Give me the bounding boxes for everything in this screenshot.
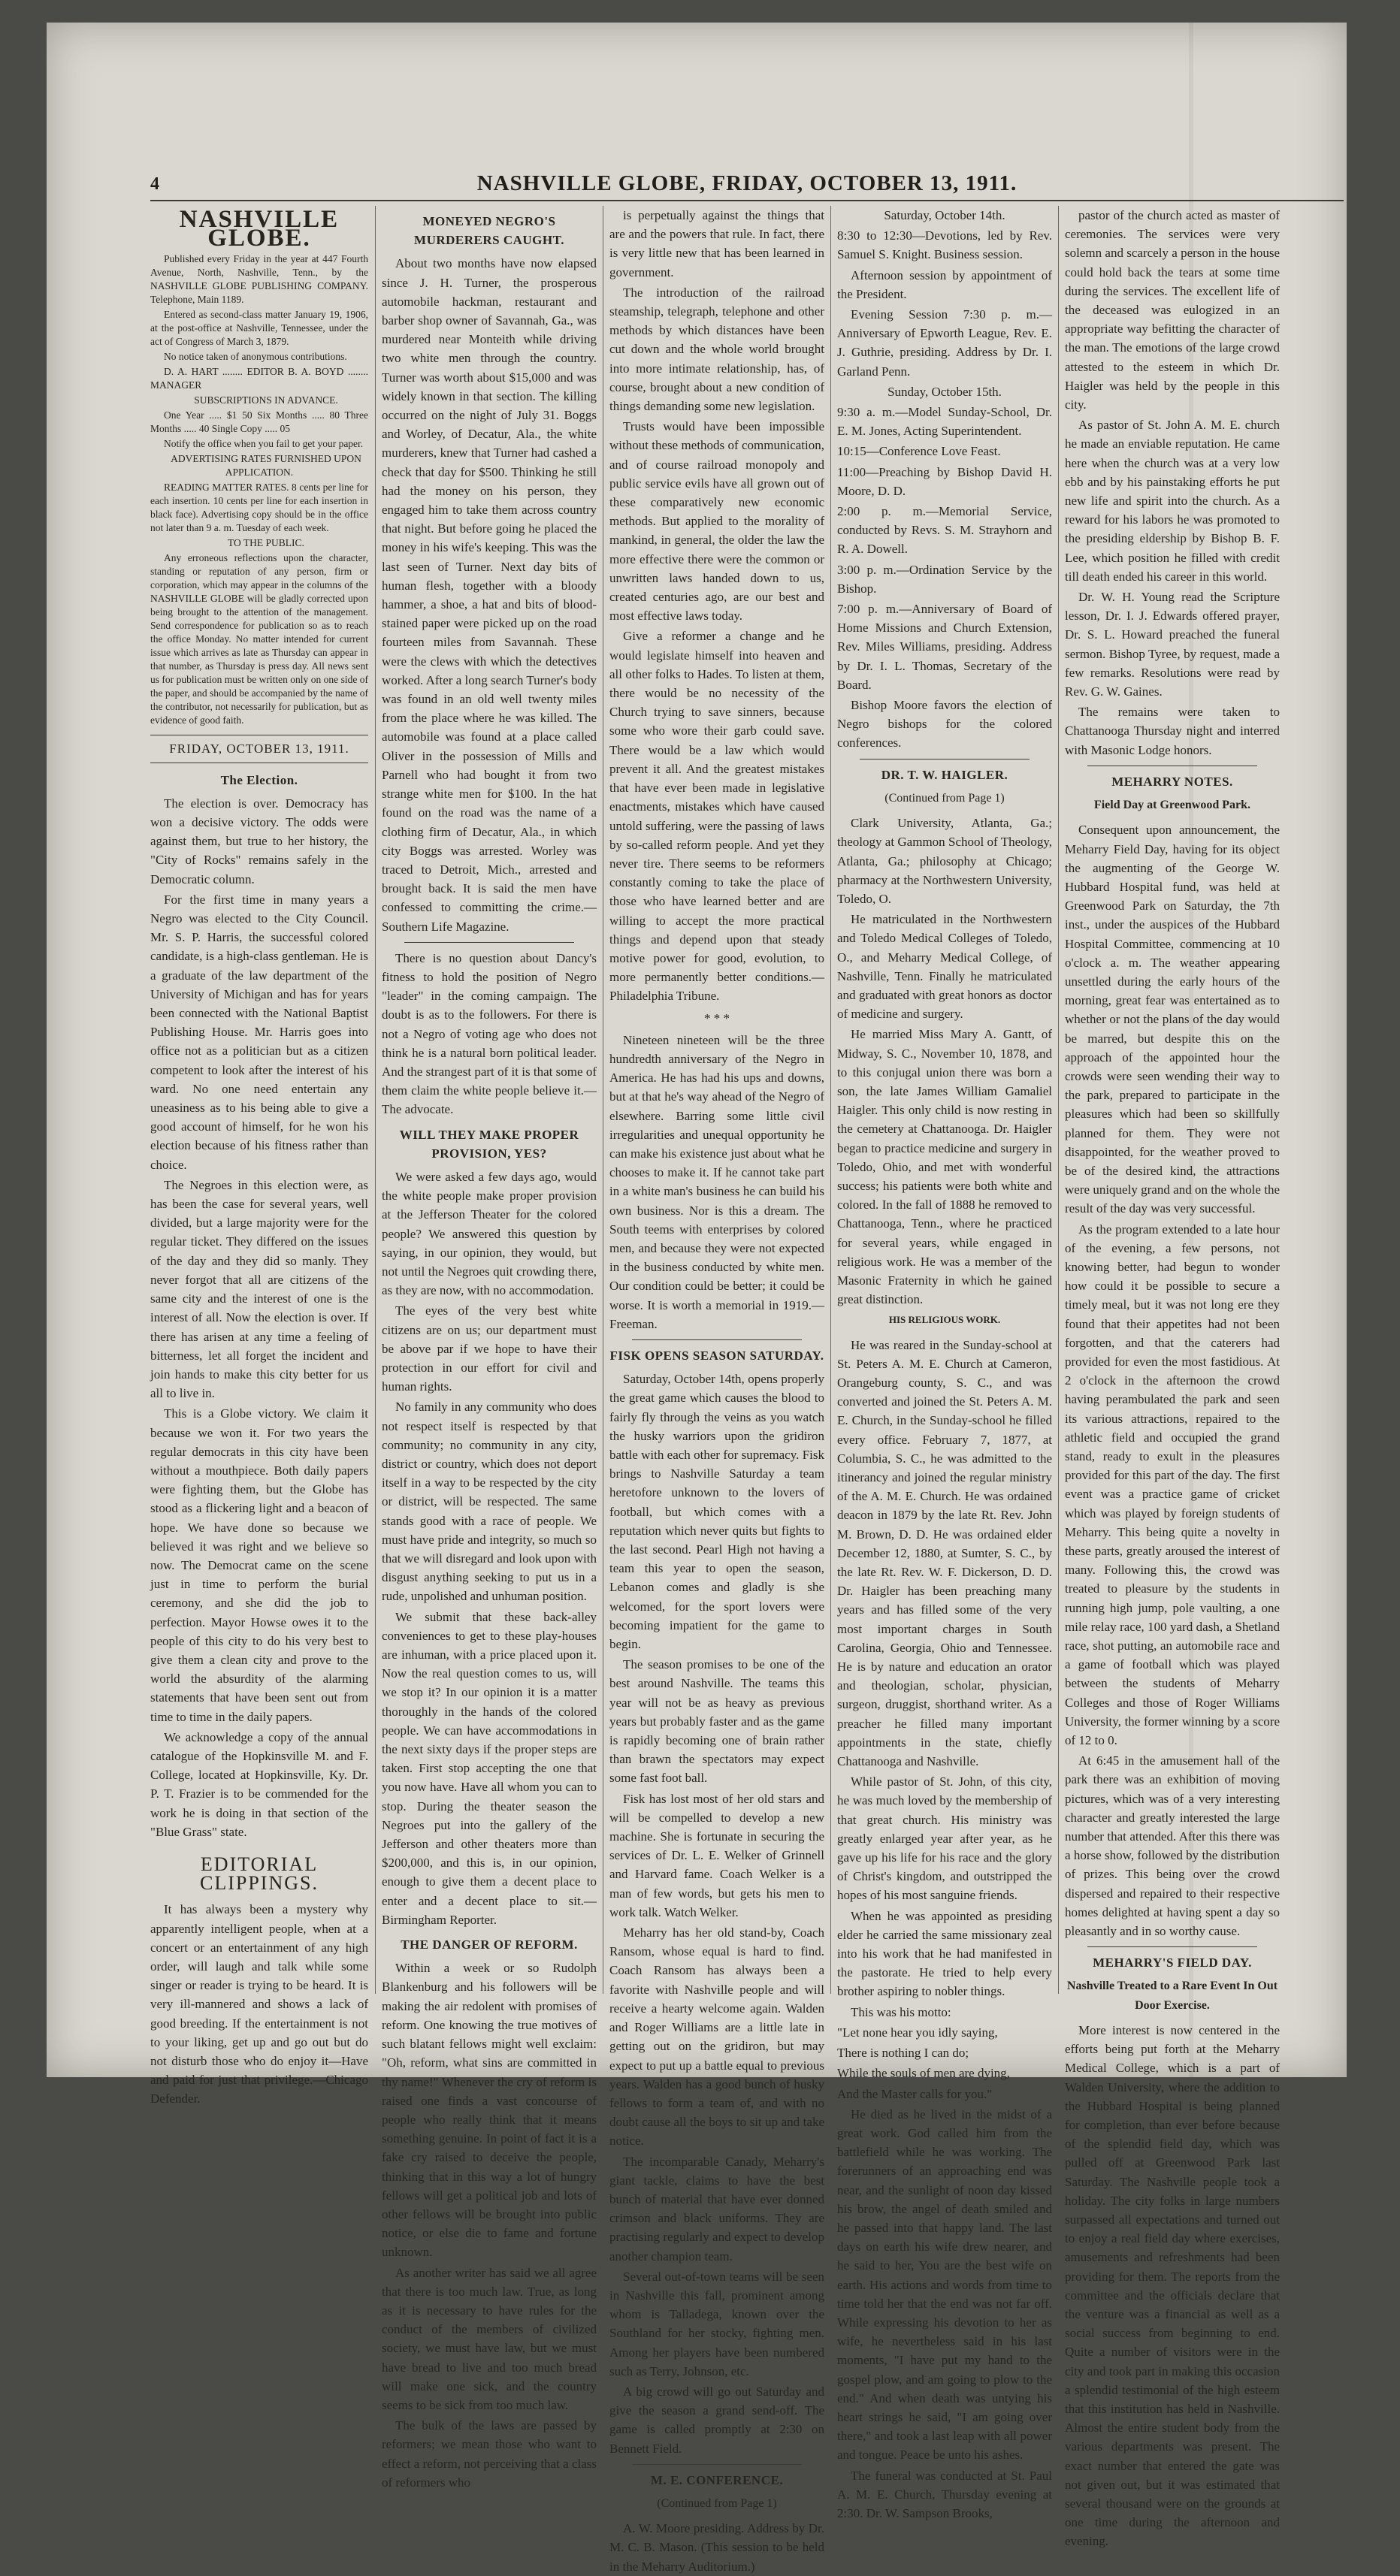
program-line: Saturday, October 14th. bbox=[884, 208, 1005, 222]
program-line: Sunday, October 15th. bbox=[887, 384, 1002, 399]
program-line: Evening Session 7:30 p. m.—Anniversary of Epworth League, Rev. E. J. Guthrie, presiding. Address by Dr. I. Garland Penn. bbox=[837, 307, 1052, 379]
paragraph: We acknowledge a copy of the annual catalogue of the Hopkinsville M. and F. College, located at Hopkinsville, Ky. Dr. P. T. Frazier is to be commended for the work he is doing in that section of the "Blue Grass" state. bbox=[150, 1729, 368, 1839]
paragraph: It has always been a mystery why apparently intelligent people, when at a concert or an entertainment of any high order, will laugh and talk while some singer or reader is trying to be heard. It is very ill-mannered and shows a lack of good breeding. If the entertainment is not to your liking, get up and go out but do not disturb those who do enjoy it—Have and paid for just that privilege.—Chicago Defender. bbox=[150, 1902, 368, 2106]
program-line: 3:00 p. m.—Ordination Service by the Bishop. bbox=[837, 562, 1052, 596]
article-title: WILL THEY MAKE PROPER PROVISION, YES? bbox=[399, 1127, 579, 1161]
anonymous-notice: No notice taken of anonymous contributions. bbox=[164, 351, 347, 363]
paragraph: There is no question about Dancy's fitness to hold the position of Negro "leader" in the coming campaign. The doubt is as to the followers. For there is not a Negro of voting age who does not think he is a natural born political leader. And the strangest part of it is that some of them claim the white people believe it.—The advocate. bbox=[382, 950, 597, 1117]
paragraph: The season promises to be one of the best around Nashville. The teams this year will not be as heavy as previous years but probably faster and as the game is rapidly becoming one of brain rather than brawn the spectators may expect some fast foot ball. bbox=[609, 1657, 824, 1786]
divider bbox=[632, 1339, 802, 1340]
paragraph: Consequent upon announcement, the Meharry Field Day, having for its object the augmenting of the George W. Hubbard Hospital fund, was held at Greenwood Park on Saturday, the 7th inst., under the auspices of the Hubbard Hospital Committee, commencing at 10 o'clock a. m. The weather appearing unsettled during the early hours of the morning, great fear was entertained as to whether or not the plans of the day would be marred, but despite this on the approach of the appointed hour the crowds were seen wending their way to the park, prepared to participate in the pleasures which had been so skillfully planned for them. They were not disappointed, for the weather proved to be of the desired kind, the attractions were uniquely grand and on the whole the result of the day was very successful. bbox=[1065, 823, 1280, 1216]
paragraph: Bishop Moore favors the election of Negro bishops for the colored conferences. bbox=[837, 698, 1052, 750]
paragraph: No family in any community who does not respect itself is respected by that community; no community in any city, district or country, which does not deport itself in a way to be respected by the city or district, will be respected. The same stands good with a race of people. We must have pride and integrity, so much so that we will disregard and look upon with disgust anything seeking to put us in a rude, unpolished and unhuman position. bbox=[382, 1400, 597, 1604]
masthead-title: NASHVILLE GLOBE, FRIDAY, OCTOBER 13, 1911. bbox=[476, 171, 1017, 195]
section-stars: * * * bbox=[704, 1010, 730, 1025]
page-number: 4 bbox=[150, 174, 159, 194]
program-line: 9:30 a. m.—Model Sunday-School, Dr. E. M. Jones, Acting Superintendent. bbox=[837, 405, 1052, 439]
paragraph: The eyes of the very best white citizens are on us; our department must be above par if we hope to have their protection in our effort for civil and human rights. bbox=[382, 1303, 597, 1394]
continued-note: (Continued from Page 1) bbox=[657, 2496, 777, 2510]
paragraph: Saturday, October 14th, opens properly the great game which causes the blood to fairly fly through the veins as you watch the husky warriors upon the gridiron battle with each other for supremacy. Fisk brings to Nashville Saturday a team heretofore unknown to the lovers of football, but which comes with a reputation which never quits but fights to the last second. Pearl High not having a team this year to open the season, Lebanon comes and gladly is she welcomed, for the sport lovers were becoming impatient for the game to begin. bbox=[609, 1372, 824, 1652]
paragraph: Dr. W. H. Young read the Scripture lesson, Dr. I. J. Edwards offered prayer, Dr. S. L. Howard preached the funeral sermon. Bishop Tyree, by request, made a few remarks. Resolutions were read by Rev. G. W. Gaines. bbox=[1065, 590, 1280, 699]
program-line: 7:00 p. m.—Anniversary of Board of Home Missions and Church Extension, Rev. Miles Williams, presiding. Address by Dr. I. L. Thomas, Secretary of the Board. bbox=[837, 602, 1052, 692]
entered-notice: Entered as second-class matter January 19, 1906, at the post-office at Nashville, Tennessee, under the act of Congress of March 3, 1879. bbox=[150, 309, 368, 348]
issue-date: FRIDAY, OCTOBER 13, 1911. bbox=[150, 735, 368, 763]
article-title: DR. T. W. HAIGLER. bbox=[881, 767, 1008, 782]
paragraph: Within a week or so Rudolph Blankenburg and his followers will be making the air redolent with promises of reform. One knowing the true motives of such blatant fellows might well exclaim: "Oh, reform, what sins are committed in thy name!" Whenever the cry of reform is raised one finds a vast concourse of people who really think that it means something genuine. In point of fact it is a fake cry raised to deceive the people, thinking that in this way a lot of hungry fellows will get a political job and lots of other fellows will be brought into public notice, or else die to fame and fortune unknown. bbox=[382, 1961, 597, 2260]
paragraph: More interest is now centered in the efforts being put forth at the Meharry Medical College, which is a part of Walden University, where the addition to the Hubbard Hospital is being planned for completion, than ever before because of the splendid field day, which was pulled off at Greenwood Park last Saturday. The Nashville people took a holiday. The city folks in large numbers surpassed all expectations and turned out to enjoy a real field day where exercises, amusements and refreshments had been providing for them. The reports from the committee and the officials declare that the venture was a financial as well as a social success from beginning to end. Quite a number of visitors were in the city and took part in making this occasion a splendid testimonial of the high esteem that this institution has held in Nashville. Almost the entire student body from the various departments was present. The exact number that entered the gate was not given out, but it was estimated that several thousand were on the grounds at one time during the afternoon and evening. bbox=[1065, 2022, 1280, 2549]
newspaper-page bbox=[47, 23, 1347, 2574]
paragraph: A. W. Moore presiding. Address by Dr. M. C. B. Mason. (This session to be held in the Meharry Auditorium.) bbox=[609, 2521, 824, 2574]
column-1 bbox=[150, 206, 368, 2106]
paragraph: For the first time in many years a Negro was elected to the City Council. Mr. S. P. Harris, the successful colored candidate, is a high-class gentleman. He is a graduate of the law department of the University of Michigan and has for years been connected with the National Baptist Publishing House. Mr. Harris goes into office not as a politician but as a citizen competent to look after the interest of his ward. No one need entertain any uneasiness as to his being able to give a good account of himself, for he won his election because of his fitness rather than choice. bbox=[150, 892, 368, 1172]
continued-note: (Continued from Page 1) bbox=[884, 791, 1005, 805]
paragraph: The election is over. Democracy has won a decisive victory. The odds were against them, but true to her history, the "City of Rocks" remains safely in the Democratic column. bbox=[150, 796, 368, 886]
paragraph: The remains were taken to Chattanooga Thursday night and interred with Masonic Lodge honors. bbox=[1065, 705, 1280, 757]
paragraph: Fisk has lost most of her old stars and will be compelled to develop a new machine. She is fortunate in securing the services of Dr. L. E. Welker of Grinnell and Harvard fame. Coach Welker is a man of few words, but gets his men to work talk. Watch Welker. bbox=[609, 1791, 824, 1919]
program-line: 10:15—Conference Love Feast. bbox=[837, 444, 1001, 459]
motto-line: And the Master calls for you." bbox=[837, 2086, 993, 2101]
paragraph: Trusts would have been impossible without these methods of communication, and of course railroad monopoly and public service evils have all grown out of these comparatively new economic methods. But applied to the morality of mankind, in general, the older the law the more effective there were the common or unwritten laws handed down to us, created centuries ago, are our best and most effective laws today. bbox=[609, 419, 824, 624]
staff-list: D. A. HART ........ EDITOR B. A. BOYD ........ MANAGER bbox=[150, 366, 368, 391]
article-title: The Election. bbox=[220, 772, 298, 787]
paragraph: A big crowd will go out Saturday and give the season a grand send-off. The game is called promptly at 2:30 on Bennett Field. bbox=[609, 2384, 824, 2456]
subscriptions-rates: One Year ..... $1 50 Six Months ..... 80 Three Months ..... 40 Single Copy ..... 05 bbox=[150, 409, 368, 435]
article-subtitle: Field Day at Greenwood Park. bbox=[1093, 799, 1251, 812]
paragraph: Give a reformer a change and he would legislate himself into heaven and all other folks to Hades. To listen at them, there would be no necessity of the Church trying to save sinners, because some who wore their garb could save. There would be a law which would prevent it all. And the greatest mistakes that have ever been made in legislative enactments, mistakes which have caused untold suffering, were the passing of laws by so-called reform people. And yet they never tire. There seems to be reformers constantly coming to take the place of those who have learned better and are willing to accept the more practical things and depend upon that steady motive power for good, evolution, to more permanently better conditions.—Philadelphia Tribune. bbox=[609, 629, 824, 1004]
public-title: TO THE PUBLIC. bbox=[228, 537, 304, 549]
paragraph: He died as he lived in the midst of a great work. God called him from the battlefield while he was working. The forerunners of an approaching end was near, and the sunlight of noon day kissed his brow, the angel of death smiled and he passed into that happy land. The last days on earth his wife drew nearer, and he said to her, You are the best wife on earth. His actions and words from time to time told her that the end was not far off. While expressing his devotion to her as wife, he nevertheless said in his last moments, "I have put my hand to the gospel plow, and am going to plow to the end." And when death was untying his heart strings he said, "I am going over there," and took a last leap with all power and tongue. Peace be unto his ashes. bbox=[837, 2106, 1052, 2463]
paragraph: Several out-of-town teams will be seen in Nashville this fall, prominent among whom is Talladega, known over the Southland for her stocky, fighting men. Among her players have been numbered such as Terry, Johnson, etc. bbox=[609, 2269, 824, 2378]
paragraph: At 6:45 in the amusement hall of the park there was an exhibition of moving pictures, which was of a very interesting character and greatly interested the large number that attended. After this there was a horse show, followed by the distribution of prizes. This being over the crowd dispersed and repaired to their respective homes delighted at having spent a day so pleasantly and in so worthy cause. bbox=[1065, 1753, 1280, 1939]
program-line: Afternoon session by appointment of the President. bbox=[837, 267, 1052, 301]
paragraph: As the program extended to a late hour of the evening, a few persons, not knowing better, had begun to wonder how could it be possible to secure a timely meal, but it was not long ere they found that their appetites had not been forgotten, and that the caterers had provided for even the most fastidious. At 2 o'clock in the afternoon the crowd having perambulated the park and seen its various attractions, repaired to the athletic field and occupied the grand stand, ready to exult in the pleasures provided for this part of the day. The first event was a practice game of cricket which was played by foreign students of Meharry. This being quite a novelty in these parts, greatly aroused the interest of many. Following this, the crowd was treated to pleasure by the students in running high jump, pole vaulting, a one mile relay race, 100 yard dash, a Shetland race, shot putting, an automobile race and a game of football which was played between the students of Meharry Colleges and those of Roger Williams University, the former winning by a score of 12 to 0. bbox=[1065, 1222, 1280, 1748]
column-5 bbox=[1065, 206, 1280, 2549]
publisher-notice: Published every Friday in the year at 447 Fourth Avenue, North, Nashville, Tenn., by the NASHVILLE GLOBE PUBLISHING COMPANY. Telephone, Main 1189. bbox=[150, 253, 368, 306]
paragraph: We were asked a few days ago, would the white people make proper provision at the Jefferson Theater for the colored people? We answered this question by saying, in our opinion, they would, but not until the Negroes quit crowding there, as they are now, with no accommodation. bbox=[382, 1169, 597, 1298]
article-subtitle: Nashville Treated to a Rare Event In Out Door Exercise. bbox=[1066, 1980, 1278, 2012]
paragraph: When he was appointed as presiding elder he carried the same missionary zeal into his work that he had manifested in the pastorate. He tried to help every brother aspiring to nobler things. bbox=[837, 1908, 1052, 1999]
article-title: FISK OPENS SEASON SATURDAY. bbox=[609, 1348, 824, 1363]
article-title: MONEYED NEGRO'S MURDERERS CAUGHT. bbox=[414, 214, 564, 248]
article-title: M. E. CONFERENCE. bbox=[650, 2472, 784, 2487]
divider bbox=[404, 942, 574, 943]
paragraph: The introduction of the railroad steamship, telegraph, telephone and other methods by which distances have been cut down and the whole world brought into more intimate relationship, has, of course, brought about a new condition of things demanding some new legislation. bbox=[609, 285, 824, 414]
editorial-heading: EDITORIAL CLIPPINGS. bbox=[200, 1853, 319, 1895]
divider bbox=[860, 759, 1030, 760]
paragraph: As pastor of St. John A. M. E. church he made an enviable reputation. He came here when the church was at a very low ebb and by his painstaking efforts he put new life and spirit into the church. As a reward for his labors he was promoted to the presiding eldership by Bishop B. F. Lee, which position he filled with credit till death ended his career in this world. bbox=[1065, 418, 1280, 584]
paragraph: About two months have now elapsed since J. H. Turner, the prosperous automobile hackman, restaurant and barber shop owner of Savannah, Ga., was murdered near Monteith while driving two white men through the country. Turner was worth about $15,000 and was widely known in that section. The killing occurred on the night of July 31. Boggs and Worley, of Decatur, Ala., the white murderers, knew that Turner had cashed a check that day for $500. Thinking he still had the money on his person, they engaged him to take them across country that night. But before going he placed the money in his wife's keeping. This was the last seen of Turner. Next day bits of human flesh, together with a bloody hammer, a shoe, a hat and bits of blood-stained paper were picked up on the road fourteen miles from Savannah. These were the clews with which the detectives worked. After a long search Turner's body was found in an old well twenty miles from the place where he was killed. The automobile was found at a place called Oliver in the possession of Mills and Parnell who had bought it from two strange white men for $100. In the hat found on the road was the name of a clothing firm of Decatur, Ala., in which city Boggs was arrested. Worley was traced to Detroit, Mich., arrested and brought back. It is said the men have confessed to committing the crime.—Southern Life Magazine. bbox=[382, 256, 597, 934]
program-line: 2:00 p. m.—Memorial Service, conducted by Revs. S. M. Strayhorn and R. A. Dowell. bbox=[837, 504, 1052, 557]
program-line: 8:30 to 12:30—Devotions, led by Rev. Samuel S. Knight. Business session. bbox=[837, 228, 1052, 262]
paragraph: He married Miss Mary A. Gantt, of Midway, S. C., November 10, 1878, and to this conjugal union there was born a son, the late James William Gamaliel Haigler. This only child is now resting in the cemetery at Chattanooga. Dr. Haigler began to practice medicine and surgery in Toledo, Ohio, and met with wonderful success; his patients were both white and colored. In the fall of 1888 he removed to Chattanooga, Tenn., where he practiced for several years, while engaged in religious work. He was a member of the Masonic Fraternity in which he gained great distinction. bbox=[837, 1027, 1052, 1307]
subscriptions-title: SUBSCRIPTIONS IN ADVANCE. bbox=[194, 394, 338, 406]
paragraph: Nineteen nineteen will be the three hundredth anniversary of the Negro in America. He has had his ups and downs, but at that he's way ahead of the Negro of elsewhere. Barring some little civil irregularities and unequal opportunity he can make his existence just about what he chooses to make it. If he cannot take part in a white man's business he can build his own business. Nor is this a dream. The South teems with enterprises by colored men, and because they were not expected in the business conducted by white men. Our condition could be better; it could be worse. It is worth a memorial in 1919.—Freeman. bbox=[609, 1032, 824, 1331]
notify-notice: Notify the office when you fail to get your paper. bbox=[164, 438, 364, 450]
paragraph: The incomparable Canady, Meharry's giant tackle, claims to have the best bunch of material that have ever donned crimson and black uniforms. They are practising regularly and expect to develop another champion team. bbox=[609, 2154, 824, 2263]
motto-line: There is nothing I can do; bbox=[837, 2046, 969, 2061]
column-rule bbox=[830, 206, 831, 1994]
paragraph: Meharry has her old stand-by, Coach Ransom, whose equal is hard to find. Coach Ransom has always been a favorite with Nashville people and will receive a hearty welcome again. Walden and Roger Williams are a little late in getting out on the gridiron, but may expect to put up a battle equal to previous years. Walden has a good bunch of husky fellows to form a team of, and with no doubt cause all the boys to sit up and take notice. bbox=[609, 1925, 824, 2149]
ad-rates-title: ADVERTISING RATES FURNISHED UPON APPLICATION. bbox=[171, 453, 361, 479]
motto-line: While the souls of men are dying, bbox=[837, 2066, 1010, 2081]
paragraph: He matriculated in the Northwestern and Toledo Medical Colleges of Toledo, O., and Meharry Medical College, of Nashville, Tenn. Finally he matriculated and graduated with great honors as doctor of medicine and surgery. bbox=[837, 912, 1052, 1022]
paragraph: As another writer has said we all agree that there is too much law. True, as long as it is necessary to have rules for the conduct of the members of civilized society, we must have law, but we must have bread to live and too much bread will make one sick, and the country seems to be sick from too much law. bbox=[382, 2265, 597, 2412]
paragraph: The bulk of the laws are passed by reformers; we mean those who want to effect a reform, not perceiving that a class of reformers who bbox=[382, 2418, 597, 2490]
divider bbox=[1087, 1946, 1257, 1947]
paper-flag: NASHVILLE GLOBE. bbox=[179, 206, 340, 252]
article-title: MEHARRY'S FIELD DAY. bbox=[1093, 1955, 1252, 1971]
motto-line: "Let none hear you idly saying, bbox=[837, 2025, 998, 2040]
paragraph: While pastor of St. John, of this city, he was much loved by the membership of that great church. His ministry was greatly enlarged year after year, as he gave up his life for his race and the glory of Christ's kingdom, and outstripped the hopes of his most sanguine friends. bbox=[837, 1774, 1052, 1903]
paragraph: He was reared in the Sunday-school at St. Peters A. M. E. Church at Cameron, Orangeburg county, S. C., and was converted and joined the St. Peters A. M. E. Church, in the Sunday-school he filled every office. February 7, 1877, at Columbia, S. C., he was admitted to the itinerancy and joined the regular ministry of the A. M. E. Church. He was ordained deacon in 1879 by the late Rt. Rev. John M. Brown, D. D. He was ordained elder December 12, 1880, at Sumter, S. C., by the late Rt. Rev. W. F. Dickerson, D. D. Dr. Haigler has been preaching many years and has filled some of the very most important charges in South Carolina, Georgia, Ohio and Tennessee. He is by nature and education an orator and theologian, scholar, physician, surgeon, druggist, shorthand writer. As a preacher he filled many important appointments in the state, chiefly Chattanooga and Nashville. bbox=[837, 1337, 1052, 1769]
paragraph: Clark University, Atlanta, Ga.; theology at Gammon School of Theology, Atlanta, Ga.; philosophy at Chicago; pharmacy at the Northwestern University, Toledo, O. bbox=[837, 816, 1052, 906]
public-notice: Any erroneous reflections upon the character, standing or reputation of any person, firm or corporation, which may appear in the columns of the NASHVILLE GLOBE will be gladly corrected upon being brought to the attention of the management. Send correspondence for publication so as to reach the office Monday. No matter intended for current issue which arrives as late as Thursday can appear in that number, as Thursday is press day. All news sent us for publication must be written only on one side of the paper, and should be accompanied by the name of the contributor, not necessarily for publication, but as evidence of good faith. bbox=[150, 552, 368, 726]
section-subhead: HIS RELIGIOUS WORK. bbox=[888, 1314, 1001, 1326]
paragraph: is perpetually against the things that are and the powers that rule. In fact, there is very little new that has been learned in government. bbox=[609, 208, 824, 279]
paragraph: We submit that these back-alley conveniences to get to these play-houses are inhuman, with a price placed upon it. Now the real question comes to us, will we stop it? In our opinion it is a matter thoroughly in the hands of the colored people. We can have accommodations in the next sixty days if the proper steps are taken. First stop accepting the one that you now have. Have all whom you can to stop. During the theater season the Negroes put into the gallery of the Jefferson and other theaters more than $200,000, and this is, in our opinion, enough to give them a decent place to enter and a decent place to sit.—Birmingham Reporter. bbox=[382, 1609, 597, 1927]
paragraph: pastor of the church acted as master of ceremonies. The services were very solemn and scarcely a person in the house could hold back the tears at some time during the services. The excellent life of the deceased was eulogized in an appropriate way befitting the character of the man. The emotions of the large crowd attested to the esteem in which Dr. Haigler was held by the people in this city. bbox=[1065, 208, 1280, 412]
column-4 bbox=[837, 206, 1052, 2520]
masthead bbox=[150, 170, 1344, 201]
program-line: 11:00—Preaching by Bishop David H. Moore, D. D. bbox=[837, 464, 1052, 498]
paragraph: This was his motto: bbox=[851, 2004, 951, 2019]
paragraph: This is a Globe victory. We claim it because we won it. For two years the regular democrats in this city have been without a mouthpiece. Both daily papers were fighting them, but the Globe has stood as a flickering light and a beacon of hope. We have done so because we believed it was right and we believe so now. The Democrat came on the scene just in time to perform the burial ceremony, and she did the job to perfection. Mayor Howse owes it to the people of this city to do his very best to give them a clean city and prove to the world the absurdity of the alarming statements that have been sent out from time to time in the daily papers. bbox=[150, 1406, 368, 1724]
paragraph: The Negroes in this election were, as has been the case for several years, well divided, but a large majority were for the regular ticket. They differed on the issues of the day and they did so manly. They never forgot that all are citizens of the same city and the interest of one is the interest of all. Now the election is over. If there has arisen at any time a feeling of bitterness, let all forget the incident and join hands to make this city better for us all to live in. bbox=[150, 1177, 368, 1401]
article-title: MEHARRY NOTES. bbox=[1111, 774, 1233, 789]
column-rule bbox=[375, 206, 376, 1994]
reading-rates: READING MATTER RATES. 8 cents per line for each insertion. 10 cents per line for each insertion in black face). Advertising copy should be in the office not later than 9 a. m. Tuesday of each week. bbox=[150, 482, 368, 534]
article-title: THE DANGER OF REFORM. bbox=[401, 1937, 578, 1952]
divider bbox=[632, 2464, 802, 2465]
column-2 bbox=[382, 206, 597, 2490]
paragraph: The funeral was conducted at St. Paul A. M. E. Church, Thursday evening at 2:30. Dr. W. Sampson Brooks, bbox=[837, 2468, 1052, 2520]
column-rule bbox=[1058, 206, 1059, 1994]
column-3 bbox=[609, 206, 824, 2574]
